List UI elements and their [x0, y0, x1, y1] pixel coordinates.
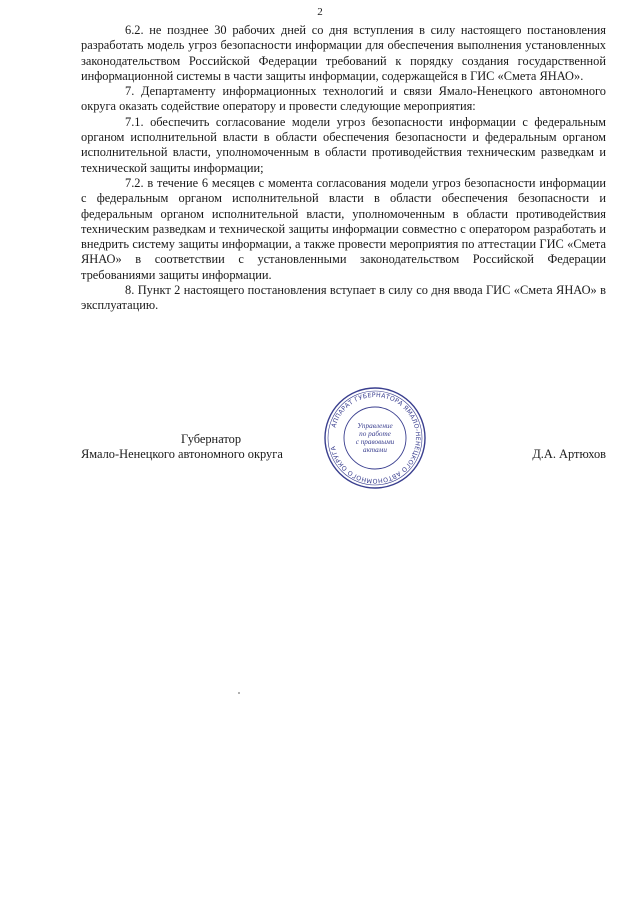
page-number: 2 [317, 6, 323, 18]
stamp-center-line-2: по работе [359, 430, 391, 438]
stamp-center-line-4: актами [363, 446, 387, 454]
stamp-center-text [356, 422, 395, 454]
paragraph-8: 8. Пункт 2 настоящего постановления вступает в силу со дня ввода ГИС «Смета ЯНАО» в эксплуатацию. [81, 283, 606, 313]
paragraph-6-2: 6.2. не позднее 30 рабочих дней со дня вступления в силу настоящего постановления разработать модель угроз безопасности информации для обеспечения выполнения установленных законодательством Российской Федерации требований к порядку создания государственной информационной системы в части защиты информации, содержащейся в ГИС «Смета ЯНАО». [81, 23, 606, 83]
paragraph-7: 7. Департаменту информационных технологий и связи Ямало-Ненецкого автономного округа оказать содействие оператору и провести следующие мероприятия: [81, 84, 606, 114]
paragraph-7-1: 7.1. обеспечить согласование модели угроз безопасности информации с федеральным органом исполнительной власти в области обеспечения безопасности и федеральным органом исполнительной власти, уполномоченным в области противодействия техническим разведкам и технической защиты информации; [81, 114, 606, 175]
signer-title-line1: Губернатор [181, 432, 242, 446]
document-body [81, 23, 606, 314]
scan-speck [238, 692, 240, 694]
stamp-center-line-1: Управление [357, 422, 393, 430]
stamp-outer-text-path: АППАРАТ ГУБЕРНАТОРА ЯМАЛО-НЕНЕЦКОГО АВТОНОМНОГО ОКРУГА [329, 391, 422, 485]
stamp-center-line-3: с правовыми [355, 438, 395, 446]
official-stamp [323, 386, 427, 490]
paragraph-7-2: 7.2. в течение 6 месяцев с момента согласования модели угроз безопасности информации с федеральным органом исполнительной власти в области обеспечения безопасности и федеральным органом исполнительной власти, уполномоченным в области противодействия техническим разведкам и технической защиты информации совместно с оператором разработать и внедрить систему защиты информации, а также провести мероприятия по аттестации ГИС «Смета ЯНАО» в соответствии с установленными законодательством Российской Федерации требованиями защиты информации. [81, 175, 606, 282]
signer-name: Д.А. Артюхов [532, 447, 606, 461]
signer-title-line2: Ямало-Ненецкого автономного округа [81, 447, 283, 461]
